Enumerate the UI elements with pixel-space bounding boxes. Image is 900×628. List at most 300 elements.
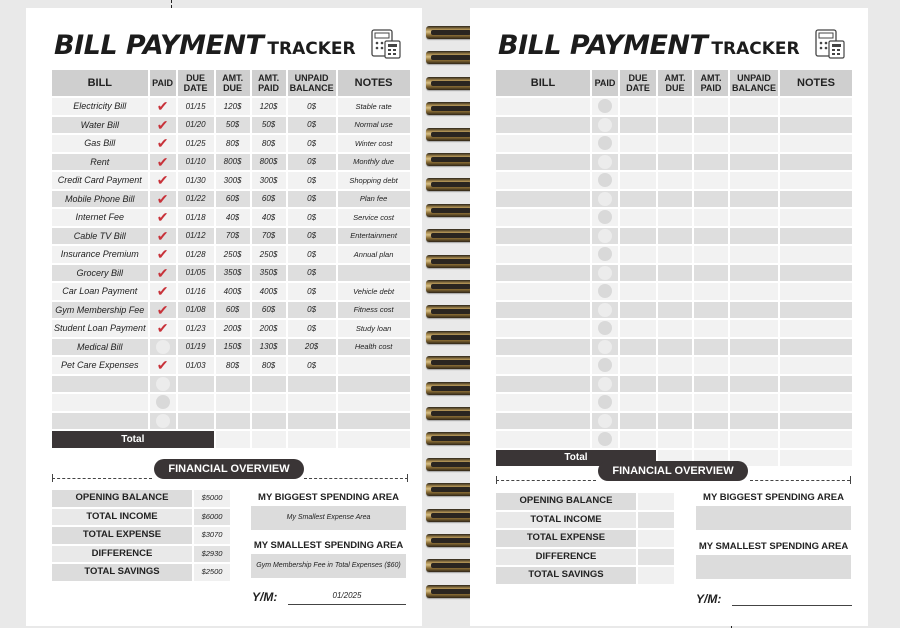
unpaid-balance-cell[interactable]: 0$ [288,320,336,337]
unpaid-balance-cell[interactable] [730,98,778,115]
due-date-cell[interactable]: 01/23 [178,320,214,337]
amt-due-cell[interactable] [658,376,692,393]
paid-cell[interactable] [592,283,618,300]
unpaid-balance-cell[interactable]: 0$ [288,135,336,152]
due-date-cell[interactable] [620,228,656,245]
unpaid-balance-cell[interactable] [730,339,778,356]
amt-due-cell[interactable]: 50$ [216,117,250,134]
bill-name-cell[interactable]: Cable TV Bill [52,228,148,245]
unpaid-balance-cell[interactable]: 0$ [288,265,336,282]
paid-cell[interactable] [150,265,176,282]
total-cell[interactable] [780,450,852,467]
table-row [496,98,852,115]
amt-due-cell[interactable]: 800$ [216,154,250,171]
amt-paid-cell[interactable]: 200$ [252,320,286,337]
amt-due-cell[interactable]: 250$ [216,246,250,263]
notes-cell[interactable] [780,228,852,245]
paid-cell[interactable] [592,320,618,337]
amt-paid-cell[interactable] [694,154,728,171]
summary-value[interactable]: $5000 [194,490,230,507]
notes-cell[interactable]: Stable rate [338,98,410,115]
notes-cell[interactable]: Winter cost [338,135,410,152]
amt-paid-cell[interactable]: 300$ [252,172,286,189]
notes-cell[interactable] [780,339,852,356]
biggest-spending-value[interactable]: My Smallest Expense Area [251,506,406,530]
paid-cell[interactable] [592,98,618,115]
summary-label: TOTAL EXPENSE [496,530,636,547]
due-date-cell[interactable]: 01/16 [178,283,214,300]
unpaid-balance-cell[interactable]: 0$ [288,228,336,245]
paid-cell[interactable] [592,265,618,282]
summary-value[interactable] [638,512,674,529]
smallest-spending-label: MY SMALLEST SPENDING AREA [698,541,849,552]
unpaid-balance-cell[interactable]: 0$ [288,191,336,208]
spiral-ring [426,229,476,242]
paid-cell[interactable] [592,302,618,319]
amt-paid-cell[interactable] [694,228,728,245]
amt-due-cell[interactable] [216,413,250,430]
bill-name-cell[interactable] [496,302,590,319]
paid-cell[interactable] [592,172,618,189]
amt-due-cell[interactable]: 150$ [216,339,250,356]
summary-label: TOTAL INCOME [496,512,636,529]
amt-paid-cell[interactable]: 60$ [252,302,286,319]
unpaid-balance-cell[interactable] [730,117,778,134]
notes-cell[interactable] [780,320,852,337]
notes-cell[interactable] [780,376,852,393]
unpaid-balance-cell[interactable] [288,413,336,430]
amt-due-cell[interactable] [658,302,692,319]
bill-name-cell[interactable] [496,357,590,374]
paid-cell[interactable] [150,191,176,208]
due-date-cell[interactable] [620,357,656,374]
notes-cell[interactable] [780,135,852,152]
amt-paid-cell[interactable]: 250$ [252,246,286,263]
paid-cell[interactable] [150,209,176,226]
amt-paid-cell[interactable]: 40$ [252,209,286,226]
table-row [52,413,410,430]
paid-cell[interactable] [150,154,176,171]
unpaid-balance-cell[interactable] [730,265,778,282]
amt-paid-cell[interactable] [252,413,286,430]
amt-due-cell[interactable] [658,246,692,263]
unpaid-balance-cell[interactable]: 0$ [288,98,336,115]
amt-due-cell[interactable]: 40$ [216,209,250,226]
notes-cell[interactable] [338,265,410,282]
amt-due-cell[interactable] [658,394,692,411]
due-date-cell[interactable] [620,413,656,430]
unpaid-balance-cell[interactable] [730,246,778,263]
unpaid-balance-cell[interactable] [730,431,778,448]
total-cell[interactable] [338,431,410,448]
amt-paid-cell[interactable] [694,357,728,374]
notes-cell[interactable] [338,357,410,374]
bill-name-cell[interactable] [496,209,590,226]
due-date-cell[interactable]: 01/18 [178,209,214,226]
amt-paid-cell[interactable] [694,265,728,282]
summary-value[interactable]: $3070 [194,527,230,544]
amt-due-cell[interactable]: 60$ [216,191,250,208]
biggest-spending-value[interactable] [696,506,851,530]
due-date-cell[interactable] [620,320,656,337]
amt-due-cell[interactable] [658,265,692,282]
amt-paid-cell[interactable]: 80$ [252,135,286,152]
amt-due-cell[interactable]: 70$ [216,228,250,245]
due-date-cell[interactable] [178,376,214,393]
bill-name-cell[interactable] [496,320,590,337]
bill-name-cell[interactable] [52,376,148,393]
paid-cell[interactable] [150,98,176,115]
due-date-cell[interactable] [620,154,656,171]
notes-cell[interactable]: Study loan [338,320,410,337]
notes-cell[interactable] [780,246,852,263]
unpaid-balance-cell[interactable] [730,172,778,189]
paid-cell[interactable] [150,357,176,374]
amt-paid-cell[interactable]: 80$ [252,357,286,374]
amt-due-cell[interactable] [216,394,250,411]
due-date-cell[interactable] [620,98,656,115]
bill-name-cell[interactable] [52,413,148,430]
due-date-cell[interactable] [620,117,656,134]
amt-paid-cell[interactable] [694,413,728,430]
notes-cell[interactable] [780,154,852,171]
paid-cell[interactable] [592,339,618,356]
due-date-cell[interactable]: 01/19 [178,339,214,356]
notes-cell[interactable] [780,357,852,374]
due-date-cell[interactable]: 01/15 [178,98,214,115]
amt-paid-cell[interactable]: 350$ [252,265,286,282]
due-date-cell[interactable]: 01/03 [178,357,214,374]
unpaid-balance-cell[interactable] [730,209,778,226]
notes-cell[interactable]: Service cost [338,209,410,226]
due-date-cell[interactable] [620,283,656,300]
bill-name-cell[interactable] [496,191,590,208]
bill-name-cell[interactable]: Gym Membership Fee [52,302,148,319]
notes-cell[interactable] [780,431,852,448]
smallest-spending-value[interactable] [696,555,851,579]
amt-paid-cell[interactable] [694,376,728,393]
due-date-cell[interactable]: 01/12 [178,228,214,245]
divider [496,480,596,481]
bill-name-cell[interactable] [496,117,590,134]
due-date-cell[interactable] [620,172,656,189]
notes-cell[interactable]: Normal use [338,117,410,134]
notes-cell[interactable] [338,413,410,430]
amt-paid-cell[interactable] [694,172,728,189]
amt-paid-cell[interactable] [694,320,728,337]
amt-due-cell[interactable]: 80$ [216,135,250,152]
paid-cell[interactable] [150,376,176,393]
amt-due-cell[interactable]: 300$ [216,172,250,189]
unpaid-balance-cell[interactable] [288,394,336,411]
amt-paid-cell[interactable] [252,394,286,411]
amt-paid-cell[interactable] [252,376,286,393]
notes-cell[interactable] [780,191,852,208]
due-date-cell[interactable] [620,376,656,393]
bill-name-cell[interactable] [496,135,590,152]
paid-cell[interactable] [592,376,618,393]
unpaid-balance-cell[interactable]: 0$ [288,302,336,319]
bill-name-cell[interactable] [496,265,590,282]
amt-due-cell[interactable] [658,283,692,300]
paid-cell[interactable] [592,246,618,263]
total-cell[interactable] [252,431,286,448]
notes-cell[interactable]: Shopping debt [338,172,410,189]
paid-cell[interactable] [150,246,176,263]
circle-icon [598,395,612,409]
bill-name-cell[interactable] [496,98,590,115]
bill-name-cell[interactable] [496,246,590,263]
summary-value[interactable] [638,493,674,510]
due-date-cell[interactable]: 01/05 [178,265,214,282]
unpaid-balance-cell[interactable]: 0$ [288,283,336,300]
paid-cell[interactable] [592,228,618,245]
bill-name-cell[interactable]: Rent [52,154,148,171]
amt-paid-cell[interactable] [694,209,728,226]
paid-cell[interactable] [592,413,618,430]
due-date-cell[interactable]: 01/30 [178,172,214,189]
bill-name-cell[interactable]: Pet Care Expenses [52,357,148,374]
paid-cell[interactable] [592,209,618,226]
paid-cell[interactable] [592,357,618,374]
summary-label: TOTAL EXPENSE [52,527,192,544]
amt-paid-cell[interactable]: 130$ [252,339,286,356]
amt-paid-cell[interactable] [694,302,728,319]
bill-name-cell[interactable] [496,376,590,393]
unpaid-balance-cell[interactable] [730,376,778,393]
paid-cell[interactable] [592,191,618,208]
amt-paid-cell[interactable] [694,117,728,134]
due-date-cell[interactable]: 01/28 [178,246,214,263]
bill-name-cell[interactable]: Medical Bill [52,339,148,356]
unpaid-balance-cell[interactable]: 20$ [288,339,336,356]
notes-cell[interactable] [780,265,852,282]
due-date-cell[interactable]: 01/10 [178,154,214,171]
notes-cell[interactable] [780,117,852,134]
notes-cell[interactable] [780,394,852,411]
bill-name-cell[interactable]: Water Bill [52,117,148,134]
unpaid-balance-cell[interactable]: 0$ [288,209,336,226]
summary-value[interactable]: $2500 [194,564,230,581]
amt-paid-cell[interactable] [694,98,728,115]
summary-value[interactable] [638,530,674,547]
bill-name-cell[interactable] [496,431,590,448]
smallest-spending-value[interactable]: Gym Membership Fee in Total Expenses ($60) [251,554,406,578]
paid-cell[interactable] [150,283,176,300]
due-date-cell[interactable]: 01/08 [178,302,214,319]
amt-due-cell[interactable] [658,209,692,226]
bill-name-cell[interactable] [496,394,590,411]
paid-cell[interactable] [150,135,176,152]
divider [52,478,152,479]
due-date-cell[interactable] [620,246,656,263]
summary-value[interactable]: $2930 [194,546,230,563]
due-date-cell[interactable] [620,302,656,319]
paid-cell[interactable] [150,117,176,134]
amt-paid-cell[interactable]: 60$ [252,191,286,208]
amt-due-cell[interactable] [216,376,250,393]
amt-paid-cell[interactable] [694,135,728,152]
unpaid-balance-cell[interactable] [288,376,336,393]
summary-value[interactable] [638,549,674,566]
due-date-cell[interactable] [620,209,656,226]
summary-value[interactable] [638,567,674,584]
unpaid-balance-cell[interactable]: 0$ [288,246,336,263]
unpaid-balance-cell[interactable]: 0$ [288,172,336,189]
due-date-cell[interactable] [178,413,214,430]
amt-due-cell[interactable]: 400$ [216,283,250,300]
paid-cell[interactable] [592,431,618,448]
unpaid-balance-cell[interactable] [730,135,778,152]
amt-due-cell[interactable] [658,117,692,134]
notes-cell[interactable] [780,172,852,189]
paid-cell[interactable] [150,413,176,430]
unpaid-balance-cell[interactable]: 0$ [288,117,336,134]
amt-due-cell[interactable] [658,172,692,189]
amt-due-cell[interactable] [658,357,692,374]
bill-name-cell[interactable] [496,283,590,300]
notes-cell[interactable] [338,376,410,393]
paid-cell[interactable] [150,394,176,411]
amt-paid-cell[interactable]: 800$ [252,154,286,171]
notes-cell[interactable]: Monthly due [338,154,410,171]
bill-name-cell[interactable] [496,413,590,430]
unpaid-balance-cell[interactable] [730,154,778,171]
unpaid-balance-cell[interactable] [730,413,778,430]
amt-due-cell[interactable] [658,431,692,448]
due-date-cell[interactable] [620,339,656,356]
due-date-cell[interactable]: 01/20 [178,117,214,134]
amt-paid-cell[interactable]: 70$ [252,228,286,245]
circle-icon [598,136,612,150]
amt-due-cell[interactable]: 120$ [216,98,250,115]
amt-due-cell[interactable] [658,339,692,356]
unpaid-balance-cell[interactable] [730,191,778,208]
due-date-cell[interactable] [620,394,656,411]
amt-paid-cell[interactable] [694,431,728,448]
amt-paid-cell[interactable]: 50$ [252,117,286,134]
amt-paid-cell[interactable] [694,191,728,208]
bill-name-cell[interactable] [496,172,590,189]
bill-name-cell[interactable] [496,339,590,356]
paid-cell[interactable] [150,228,176,245]
unpaid-balance-cell[interactable] [730,228,778,245]
unpaid-balance-cell[interactable] [730,357,778,374]
notes-cell[interactable] [780,283,852,300]
paid-cell[interactable] [592,394,618,411]
amt-due-cell[interactable]: 60$ [216,302,250,319]
notes-cell[interactable] [780,209,852,226]
year-month-value[interactable]: 01/2025 [332,591,362,600]
summary-value[interactable]: $6000 [194,509,230,526]
total-label: Total [52,431,214,448]
notes-cell[interactable]: Vehicle debt [338,283,410,300]
due-date-cell[interactable]: 01/25 [178,135,214,152]
paid-cell[interactable] [150,172,176,189]
amt-due-cell[interactable] [658,320,692,337]
amt-due-cell[interactable] [658,413,692,430]
notes-cell[interactable]: Plan fee [338,191,410,208]
due-date-cell[interactable]: 01/22 [178,191,214,208]
unpaid-balance-cell[interactable] [730,320,778,337]
amt-due-cell[interactable] [658,154,692,171]
checkmark-icon: ✔ [156,209,169,226]
unpaid-balance-cell[interactable] [730,302,778,319]
bill-name-cell[interactable]: Gas Bill [52,135,148,152]
bill-name-cell[interactable]: Mobile Phone Bill [52,191,148,208]
notes-cell[interactable]: Fitness cost [338,302,410,319]
table-row [52,283,410,300]
calculator-icon [370,28,402,60]
amt-paid-cell[interactable] [694,283,728,300]
amt-paid-cell[interactable] [694,246,728,263]
spiral-ring [426,305,476,318]
due-date-cell[interactable] [620,191,656,208]
bill-name-cell[interactable]: Credit Card Payment [52,172,148,189]
amt-paid-cell[interactable] [694,339,728,356]
amt-due-cell[interactable] [658,191,692,208]
unpaid-balance-cell[interactable] [730,283,778,300]
notes-cell[interactable]: Health cost [338,339,410,356]
paid-cell[interactable] [592,117,618,134]
notes-cell[interactable]: Entertainment [338,228,410,245]
paid-cell[interactable] [150,302,176,319]
paid-cell[interactable] [592,135,618,152]
bill-name-cell[interactable]: Internet Fee [52,209,148,226]
bill-name-cell[interactable] [52,394,148,411]
bill-name-cell[interactable]: Grocery Bill [52,265,148,282]
bill-name-cell[interactable]: Electricity Bill [52,98,148,115]
due-date-cell[interactable] [620,265,656,282]
amt-due-cell[interactable]: 80$ [216,357,250,374]
amt-paid-cell[interactable] [694,394,728,411]
bill-name-cell[interactable] [496,228,590,245]
due-date-cell[interactable] [620,135,656,152]
amt-due-cell[interactable] [658,135,692,152]
bill-name-cell[interactable] [496,154,590,171]
paid-cell[interactable] [150,320,176,337]
total-cell[interactable] [216,431,250,448]
amt-due-cell[interactable]: 200$ [216,320,250,337]
unpaid-balance-cell[interactable]: 0$ [288,154,336,171]
unpaid-balance-cell[interactable] [730,394,778,411]
header-amt-paid: AMT. PAID [694,70,728,96]
paid-cell[interactable] [592,154,618,171]
amt-due-cell[interactable]: 350$ [216,265,250,282]
notes-cell[interactable]: Annual plan [338,246,410,263]
notes-cell[interactable] [338,394,410,411]
due-date-cell[interactable] [178,394,214,411]
due-date-cell[interactable] [620,431,656,448]
bill-name-cell[interactable]: Insurance Premium [52,246,148,263]
notes-cell[interactable] [780,413,852,430]
notes-cell[interactable] [780,302,852,319]
table-row [52,172,410,189]
notes-cell[interactable] [780,98,852,115]
bill-table [494,68,854,468]
total-cell[interactable] [288,431,336,448]
unpaid-balance-cell[interactable]: 0$ [288,357,336,374]
amt-due-cell[interactable] [658,98,692,115]
bill-table [50,68,412,450]
amt-paid-cell[interactable]: 400$ [252,283,286,300]
amt-due-cell[interactable] [658,228,692,245]
amt-paid-cell[interactable]: 120$ [252,98,286,115]
paid-cell[interactable] [150,339,176,356]
year-month-line [732,605,852,606]
bill-name-cell[interactable]: Student Loan Payment [52,320,148,337]
bill-name-cell[interactable]: Car Loan Payment [52,283,148,300]
